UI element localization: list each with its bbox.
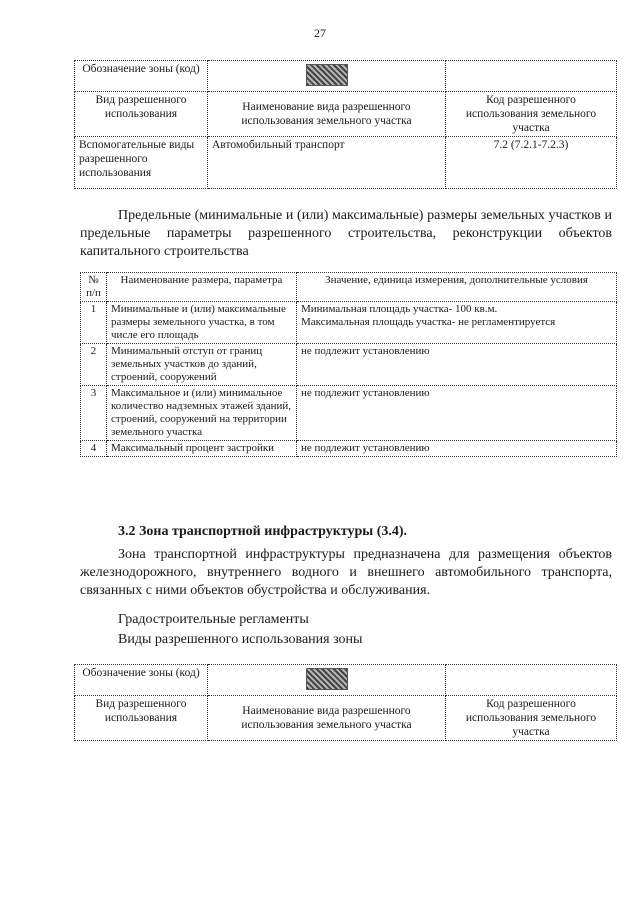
col-header-name: Наименование размера, параметра bbox=[107, 273, 297, 302]
col-header-number: № п/п bbox=[81, 273, 107, 302]
table-row bbox=[81, 273, 617, 302]
row-name: Минимальный отступ от границ земельных участков до зданий, строений, сооружений bbox=[107, 344, 297, 386]
empty-cell bbox=[446, 665, 617, 696]
use-code-cell: 7.2 (7.2.1-7.2.3) bbox=[446, 137, 617, 189]
use-type-cell: Вспомогательные виды разрешенного использования bbox=[75, 137, 208, 189]
col-header-value: Значение, единица измерения, дополнительные условия bbox=[297, 273, 617, 302]
redacted-code-box bbox=[306, 668, 348, 690]
zone-code-label: Обозначение зоны (код) bbox=[75, 61, 208, 92]
row-value: не подлежит установлению bbox=[297, 344, 617, 386]
limits-paragraph: Предельные (минимальные и (или) максимальные) размеры земельных участков и предельные параметры разрешенного строительства, реконструкции объектов капитального строительства bbox=[80, 208, 612, 259]
use-name-cell: Автомобильный транспорт bbox=[208, 137, 446, 189]
section-paragraph: Зона транспортной инфраструктуры предназначена для размещения объектов железнодорожного, внутреннего водного и внешнего автомобильного транспорта, связанных с ними объектов обустройства и обслуживания. bbox=[80, 547, 612, 598]
table-row bbox=[75, 92, 617, 137]
zone-uses-line: Виды разрешенного использования зоны bbox=[118, 632, 363, 647]
table-row bbox=[75, 665, 617, 696]
zone-table-2 bbox=[74, 664, 617, 741]
use-name-header: Наименование вида разрешенного использования земельного участка bbox=[208, 696, 446, 741]
regulations-line: Градостроительные регламенты bbox=[118, 612, 309, 627]
use-type-header: Вид разрешенного использования bbox=[75, 92, 208, 137]
row-value: не подлежит установлению bbox=[297, 441, 617, 457]
table-row bbox=[81, 344, 617, 386]
row-value: Минимальная площадь участка- 100 кв.м. Максимальная площадь участка- не регламентируется bbox=[297, 302, 617, 344]
row-number: 1 bbox=[81, 302, 107, 344]
row-value: не подлежит установлению bbox=[297, 386, 617, 441]
zone-code-cell bbox=[208, 61, 446, 92]
use-type-header: Вид разрешенного использования bbox=[75, 696, 208, 741]
use-name-header: Наименование вида разрешенного использования земельного участка bbox=[208, 92, 446, 137]
table-row bbox=[75, 61, 617, 92]
row-name: Минимальные и (или) максимальные размеры земельного участка, в том числе его площадь bbox=[107, 302, 297, 344]
parameters-table bbox=[80, 272, 617, 457]
row-number: 2 bbox=[81, 344, 107, 386]
use-code-header: Код разрешенного использования земельного участка bbox=[446, 92, 617, 137]
table-row bbox=[81, 441, 617, 457]
row-name: Максимальное и (или) минимальное количество надземных этажей зданий, строений, сооружений на территории земельного участка bbox=[107, 386, 297, 441]
row-number: 4 bbox=[81, 441, 107, 457]
table-row bbox=[81, 386, 617, 441]
zone-code-label: Обозначение зоны (код) bbox=[75, 665, 208, 696]
page-number: 27 bbox=[314, 26, 326, 40]
row-number: 3 bbox=[81, 386, 107, 441]
use-code-header: Код разрешенного использования земельного участка bbox=[446, 696, 617, 741]
row-name: Максимальный процент застройки bbox=[107, 441, 297, 457]
table-row bbox=[75, 696, 617, 741]
table-row bbox=[75, 137, 617, 189]
zone-table-1 bbox=[74, 60, 617, 189]
empty-cell bbox=[446, 61, 617, 92]
table-row bbox=[81, 302, 617, 344]
zone-code-cell bbox=[208, 665, 446, 696]
redacted-code-box bbox=[306, 64, 348, 86]
section-heading: 3.2 Зона транспортной инфраструктуры (3.4). bbox=[118, 524, 408, 539]
